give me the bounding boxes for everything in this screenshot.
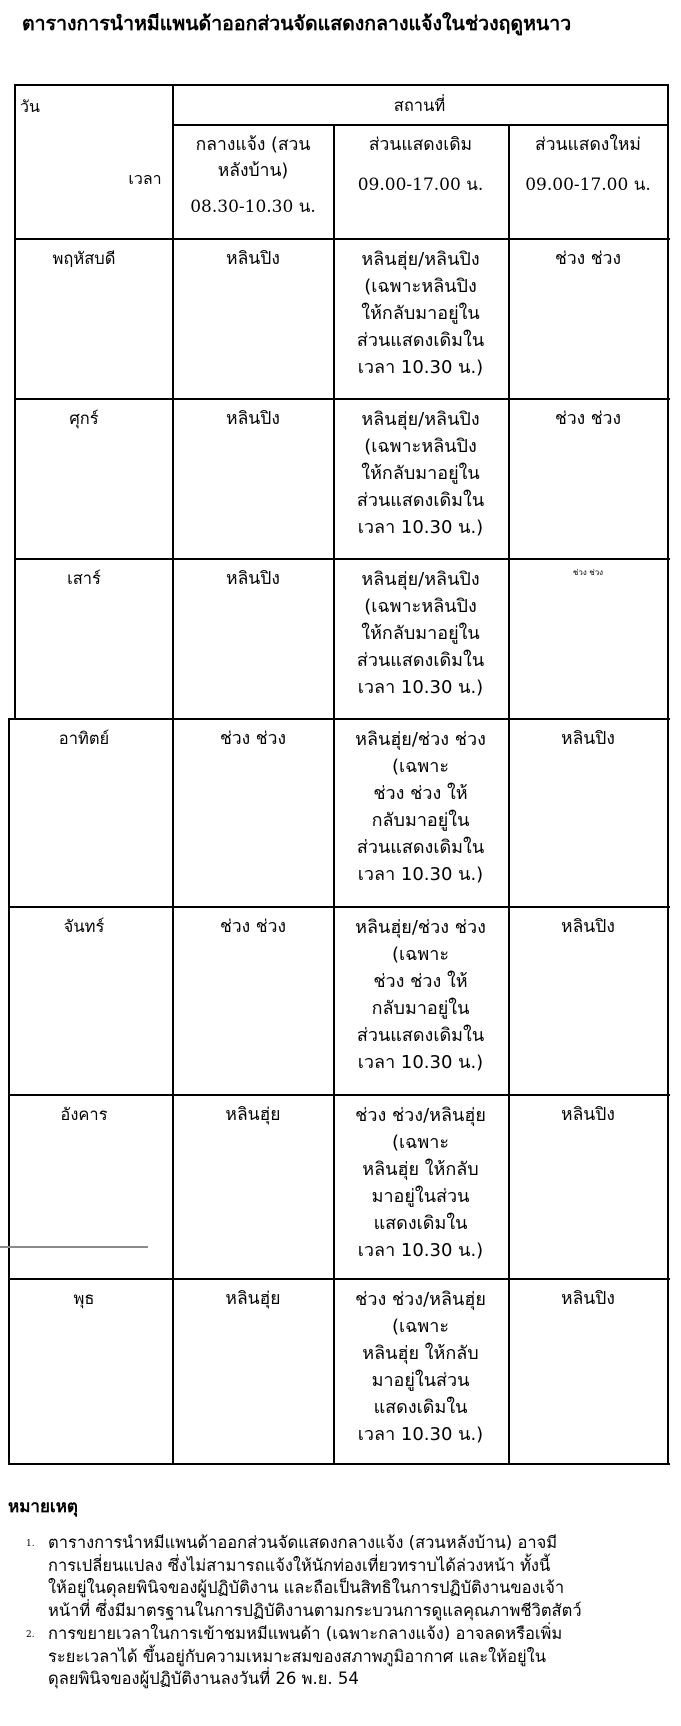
row-old-exhibit-line: หลินฮุ่ย ให้กลับ <box>362 1159 479 1180</box>
row-outdoor: ช่วง ช่วง <box>219 917 287 937</box>
table-border <box>508 124 510 238</box>
row-new-exhibit: หลินปิง <box>561 917 615 937</box>
table-border <box>14 84 16 238</box>
table-border <box>172 238 174 1463</box>
row-old-exhibit <box>333 566 508 701</box>
row-old-exhibit-line: (เฉพาะ <box>391 944 450 965</box>
row-old-exhibit-line: เวลา 10.30 น.) <box>357 1424 484 1445</box>
header-col-outdoor-line2: หลังบ้าน) <box>217 161 289 181</box>
table-border <box>508 238 510 1463</box>
row-new-exhibit: หลินปิง <box>561 1289 615 1309</box>
row-old-exhibit-line: หลินฮุ่ย/หลินปิง <box>361 409 480 430</box>
page-title: ตารางการนำหมีแพนด้าออกส่วนจัดแสดงกลางแจ้งในช่วงฤดูหนาว <box>22 12 572 35</box>
header-col-outdoor-line1: กลางแจ้ง (สวน <box>195 135 311 155</box>
row-old-exhibit-line: ส่วนแสดงเดิมใน <box>356 490 485 511</box>
table-border <box>333 238 335 1463</box>
header-col-outdoor-time: 08.30-10.30 น. <box>190 197 316 217</box>
table-border <box>8 1278 670 1280</box>
row-old-exhibit-line: หลินฮุ่ย ให้กลับ <box>362 1343 479 1364</box>
header-col-new-time: 09.00-17.00 น. <box>525 175 651 195</box>
row-old-exhibit-line: มาอยู่ในส่วน <box>371 1370 470 1391</box>
table-border <box>8 718 670 720</box>
row-outdoor: หลินฮุ่ย <box>225 1105 281 1125</box>
table-border <box>8 906 670 908</box>
row-old-exhibit-line: (เฉพาะ <box>391 1132 450 1153</box>
note-2-text <box>48 1623 673 1691</box>
row-day: ศุกร์ <box>69 409 99 428</box>
row-old-exhibit-line: (เฉพาะหลินปิง <box>364 436 477 457</box>
row-old-exhibit-line: เวลา 10.30 น.) <box>357 677 484 698</box>
row-old-exhibit <box>333 1102 508 1264</box>
table-border <box>172 84 174 238</box>
row-day: จันทร์ <box>63 917 105 936</box>
row-old-exhibit <box>333 1286 508 1448</box>
row-old-exhibit-line: ให้กลับมาอยู่ใน <box>361 623 480 644</box>
row-new-exhibit: ช่วง ช่วง <box>554 249 622 269</box>
table-border <box>14 238 670 240</box>
header-place-label: สถานที่ <box>393 96 446 115</box>
row-old-exhibit-line: ส่วนแสดงเดิมใน <box>356 837 485 858</box>
row-old-exhibit-line: (เฉพาะหลินปิง <box>364 276 477 297</box>
table-border <box>14 238 16 718</box>
row-outdoor: หลินปิง <box>226 409 280 429</box>
note-1-line: ตารางการนำหมีแพนด้าออกส่วนจัดแสดงกลางแจ้ง (สวนหลังบ้าน) อาจมี <box>48 1533 558 1552</box>
row-old-exhibit-line: ช่วง ช่วง/หลินฮุ่ย <box>355 1289 486 1310</box>
header-col-old <box>333 132 508 198</box>
header-day-label: วัน <box>20 97 40 116</box>
note-2-number: 2. <box>26 1630 35 1640</box>
row-outdoor: หลินฮุ่ย <box>225 1289 281 1309</box>
row-old-exhibit-line: หลินฮุ่ย/หลินปิง <box>361 569 480 590</box>
row-day: พฤหัสบดี <box>52 249 116 268</box>
table-border <box>8 1094 670 1096</box>
note-1-text <box>48 1532 673 1622</box>
note-2-line: ระยะเวลาได้ ขึ้นอยู่กับความเหมาะสมของสภาพภูมิอากาศ และให้อยู่ใน <box>48 1646 546 1666</box>
row-old-exhibit-line: ส่วนแสดงเดิมใน <box>356 330 485 351</box>
row-old-exhibit-line: (เฉพาะ <box>391 756 450 777</box>
table-border <box>14 84 668 86</box>
row-new-exhibit: ช่วง ช่วง <box>554 409 622 429</box>
header-col-new-name: ส่วนแสดงใหม่ <box>535 135 641 155</box>
row-old-exhibit-line: แสดงเดิมใน <box>373 1397 468 1418</box>
row-old-exhibit <box>333 914 508 1076</box>
row-old-exhibit-line: หลินฮุ่ย/หลินปิง <box>361 249 480 270</box>
row-old-exhibit-line: ส่วนแสดงเดิมใน <box>356 650 485 671</box>
row-outdoor: ช่วง ช่วง <box>219 729 287 749</box>
note-2-line: ดุลยพินิจของผู้ปฏิบัติงานลงวันที่ 26 พ.ย. 54 <box>48 1669 359 1688</box>
row-new-exhibit: หลินปิง <box>561 1105 615 1125</box>
header-col-new <box>508 132 668 198</box>
row-old-exhibit-line: เวลา 10.30 น.) <box>357 864 484 885</box>
row-old-exhibit-line: หลินฮุ่ย/ช่วง ช่วง <box>355 917 486 938</box>
table-border <box>333 124 335 238</box>
header-col-old-time: 09.00-17.00 น. <box>357 175 484 195</box>
table-border <box>172 124 668 126</box>
row-old-exhibit-line: ช่วง ช่วง ให้ <box>373 971 468 992</box>
row-old-exhibit-line: เวลา 10.30 น.) <box>357 357 484 378</box>
note-1-line: หน้าที่ ซึ่งมีมาตรฐานในการปฏิบัติงานตามกระบวนการดูแลคุณภาพชีวิตสัตว์ <box>48 1600 582 1620</box>
row-outdoor: หลินปิง <box>226 249 280 269</box>
row-day: อาทิตย์ <box>58 729 110 748</box>
note-1-number: 1. <box>26 1539 35 1549</box>
row-new-exhibit: หลินปิง <box>561 729 615 749</box>
row-old-exhibit-line: เวลา 10.30 น.) <box>357 1052 484 1073</box>
table-border <box>8 1463 670 1465</box>
table-border <box>8 718 10 1463</box>
note-1-line: การเปลี่ยนแปลง ซึ่งไม่สามารถแจ้งให้นักท่องเที่ยวทราบได้ล่วงหน้า ทั้งนี้ <box>48 1555 551 1575</box>
row-old-exhibit-line: ส่วนแสดงเดิมใน <box>356 1025 485 1046</box>
row-day: พุธ <box>73 1289 95 1308</box>
row-old-exhibit-line: ให้กลับมาอยู่ใน <box>361 463 480 484</box>
row-old-exhibit-line: กลับมาอยู่ใน <box>371 810 470 831</box>
row-old-exhibit-line: เวลา 10.30 น.) <box>357 517 484 538</box>
row-new-exhibit: ช่วง ช่วง <box>572 568 604 577</box>
row-old-exhibit-line: (เฉพาะ <box>391 1316 450 1337</box>
row-old-exhibit-line: มาอยู่ในส่วน <box>371 1186 470 1207</box>
header-col-outdoor <box>173 132 333 220</box>
header-col-old-name: ส่วนแสดงเดิม <box>368 135 473 155</box>
table-border <box>667 84 669 238</box>
table-border <box>14 398 670 400</box>
note-2-line: การขยายเวลาในการเข้าชมหมีแพนด้า (เฉพาะกลางแจ้ง) อาจลดหรือเพิ่ม <box>48 1624 563 1643</box>
row-old-exhibit-line: กลับมาอยู่ใน <box>371 998 470 1019</box>
row-day: เสาร์ <box>67 569 101 588</box>
row-old-exhibit-line: หลินฮุ่ย/ช่วง ช่วง <box>355 729 486 750</box>
row-day: อังคาร <box>60 1105 108 1124</box>
row-old-exhibit <box>333 246 508 381</box>
table-border <box>667 238 669 1463</box>
row-old-exhibit-line: ช่วง ช่วง/หลินฮุ่ย <box>355 1105 486 1126</box>
row-old-exhibit <box>333 406 508 541</box>
notes-heading: หมายเหตุ <box>8 1497 78 1517</box>
row-old-exhibit-line: ให้กลับมาอยู่ใน <box>361 303 480 324</box>
row-old-exhibit-line: แสดงเดิมใน <box>373 1213 468 1234</box>
table-border <box>14 558 670 560</box>
note-1-line: ให้อยู่ในดุลยพินิจของผู้ปฏิบัติงาน และถือเป็นสิทธิในการปฏิบัติงานของเจ้า <box>48 1578 565 1597</box>
stray-mark <box>0 1246 148 1248</box>
row-old-exhibit <box>333 726 508 888</box>
row-old-exhibit-line: เวลา 10.30 น.) <box>357 1240 484 1261</box>
row-outdoor: หลินปิง <box>226 569 280 589</box>
header-time-label: เวลา <box>128 169 162 188</box>
row-old-exhibit-line: ช่วง ช่วง ให้ <box>373 783 468 804</box>
row-old-exhibit-line: (เฉพาะหลินปิง <box>364 596 477 617</box>
